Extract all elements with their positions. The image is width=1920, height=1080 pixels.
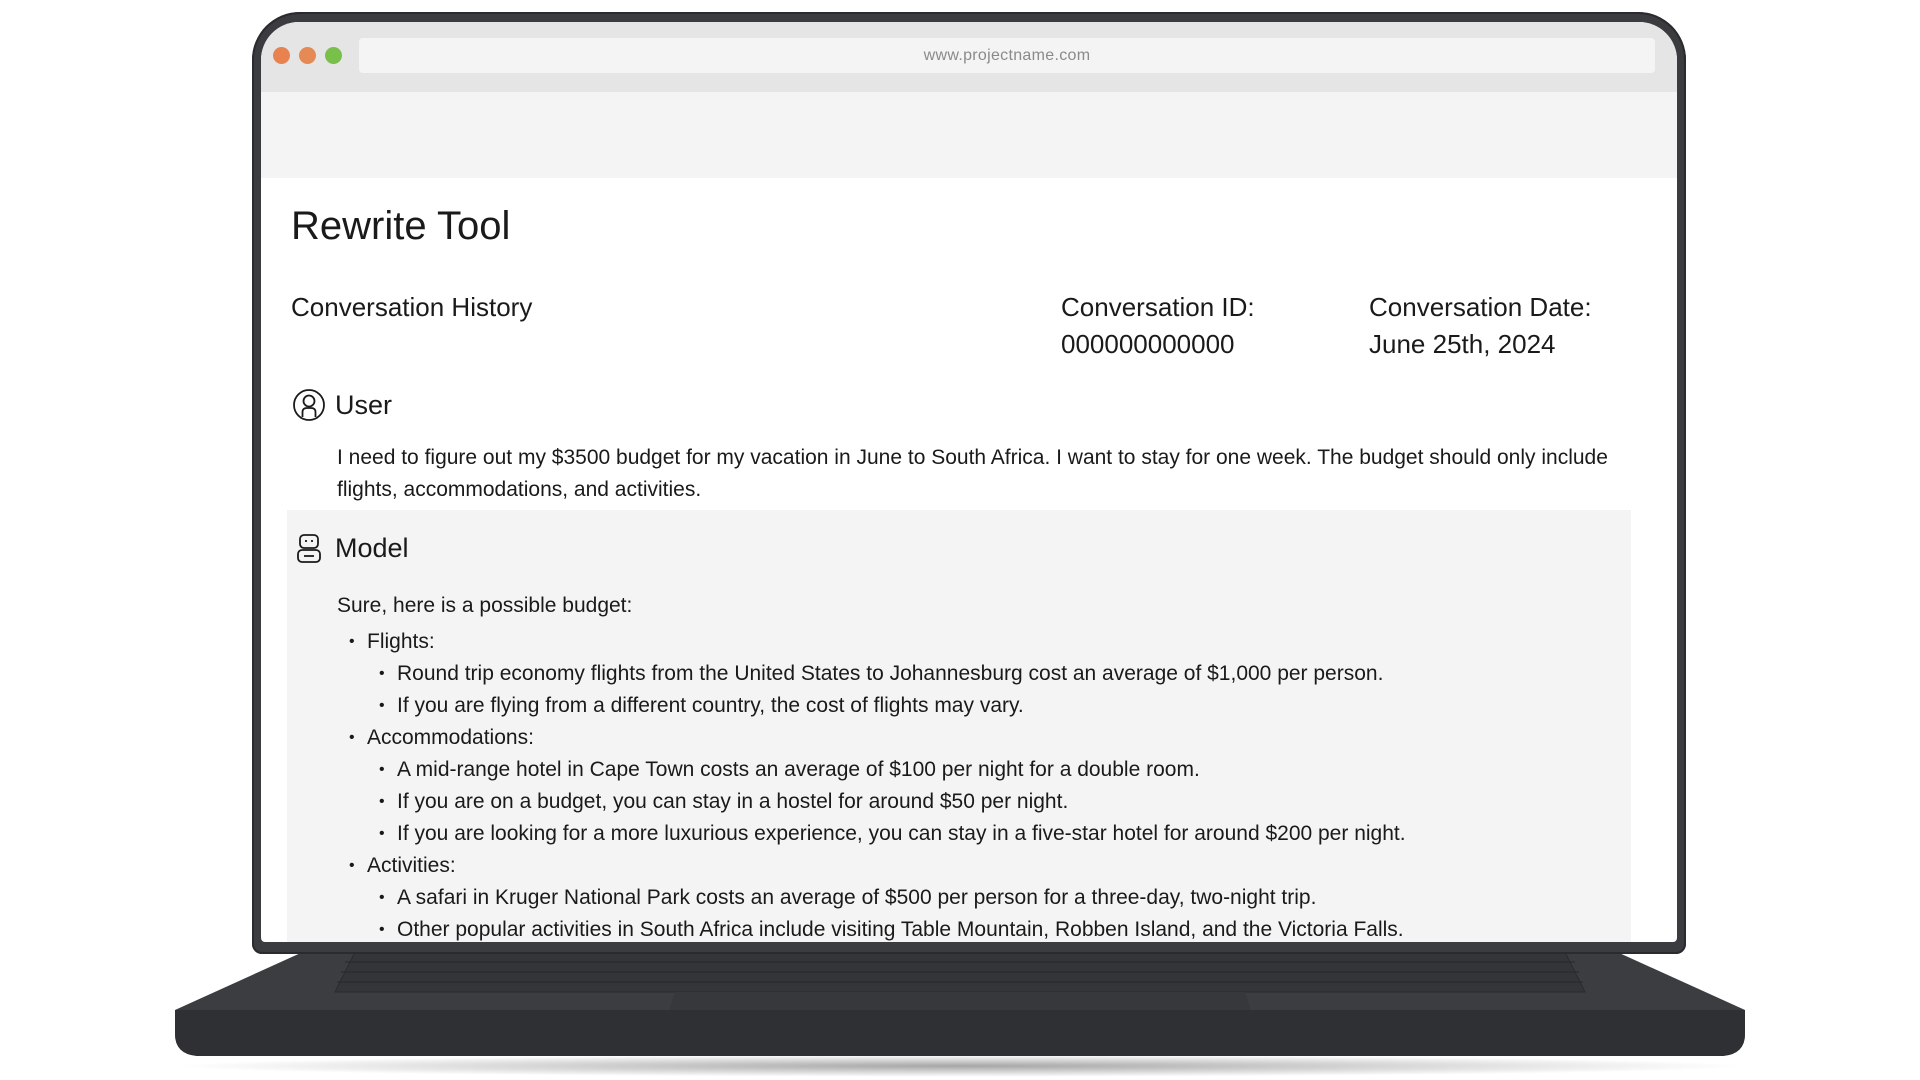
page-title: Rewrite Tool [291,204,511,248]
maximize-window-button[interactable] [325,47,342,64]
section-title: Conversation History [291,292,533,322]
user-message-header [291,387,392,423]
list-item-detail: • If you are on a budget, you can stay in a hostel for around $50 per night. [337,786,1406,818]
conversation-id [1061,289,1255,363]
conversation-id-value: 000000000000 [1061,329,1235,359]
minimize-window-button[interactable] [299,47,316,64]
browser-toolbar [261,22,1677,92]
conversation-id-label: Conversation ID: [1061,292,1255,322]
browser-screen [261,22,1677,942]
conversation-date [1369,289,1592,363]
close-window-button[interactable] [273,47,290,64]
list-item-category: • Activities: [337,850,1406,882]
list-item-category: • Flights: [337,626,1406,658]
model-intro-text: Sure, here is a possible budget: [337,594,633,617]
list-item-detail: • A mid-range hotel in Cape Town costs an average of $100 per night for a double room. [337,754,1406,786]
user-icon [291,387,327,423]
conversation-date-label: Conversation Date: [1369,292,1592,322]
list-item-category: • Accommodations: [337,722,1406,754]
list-item-detail: • Other popular activities in South Africa include visiting Table Mountain, Robben Island, and the Victoria Falls. [337,914,1406,942]
model-message-header [291,530,409,566]
user-message-text: I need to figure out my $3500 budget for my vacation in June to South Africa. I want to stay for one week. The budget should only include flights, accommodations, and activities. [337,446,1608,501]
budget-list [337,626,1406,942]
list-item-detail: • If you are flying from a different country, the cost of flights may vary. [337,690,1406,722]
user-role-label: User [335,389,393,420]
model-role-label: Model [335,532,409,563]
list-item-detail: • Round trip economy flights from the United States to Johannesburg cost an average of $1,000 per person. [337,658,1406,690]
laptop-base [175,942,1745,1064]
page-banner [261,92,1677,178]
address-bar[interactable]: www.projectname.com [359,38,1655,73]
robot-icon [291,530,327,566]
list-item-detail: • A safari in Kruger National Park costs an average of $500 per person for a three-day, two-night trip. [337,882,1406,914]
list-item-detail: • If you are looking for a more luxurious experience, you can stay in a five-star hotel for around $200 per night. [337,818,1406,850]
conversation-date-value: June 25th, 2024 [1369,329,1556,359]
laptop-deck [175,942,1745,1064]
